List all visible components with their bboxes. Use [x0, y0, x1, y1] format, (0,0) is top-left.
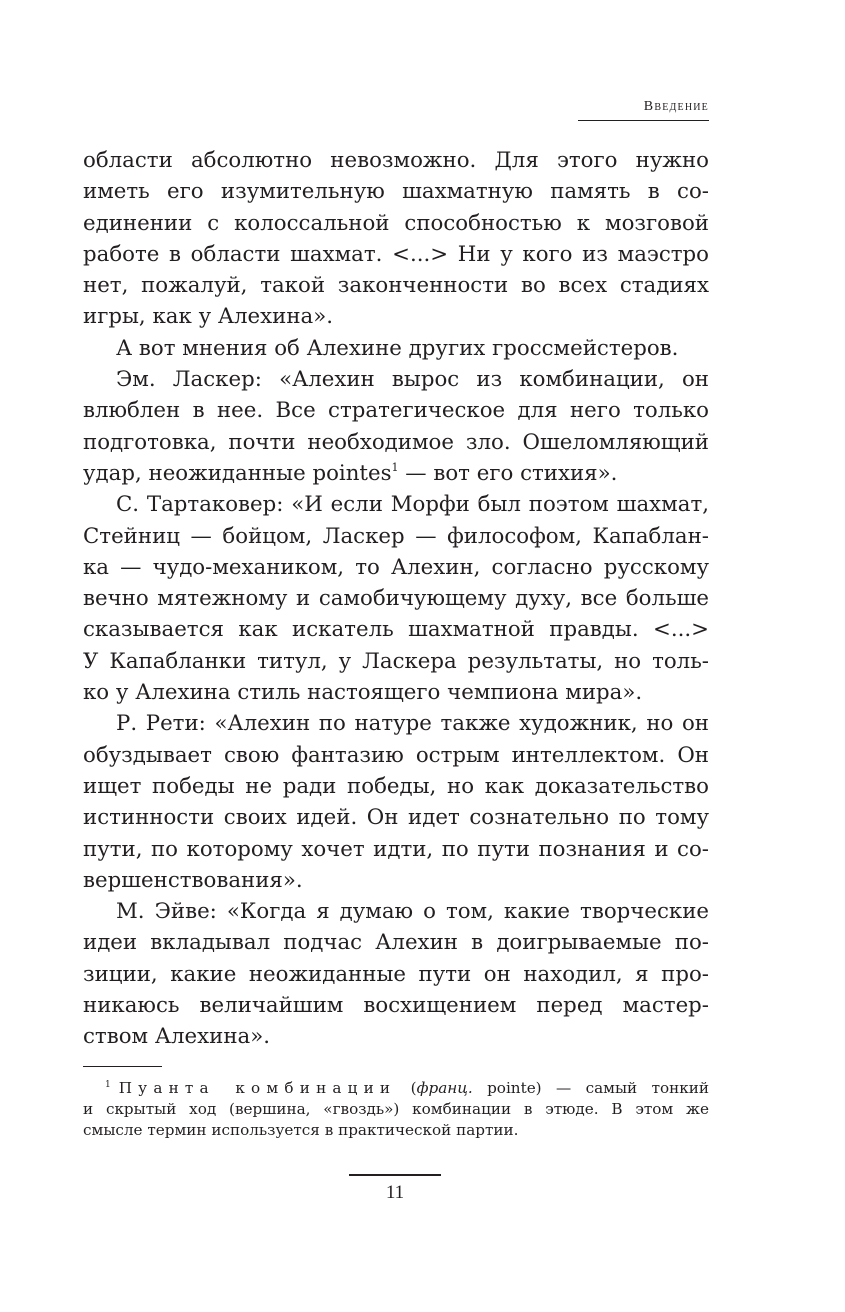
footnote-term: Пуанта комбинации: [118, 1079, 397, 1097]
body-text: [83, 145, 709, 1053]
paragraph-lasker: [83, 364, 709, 489]
text-line: А вот мнения об Алехине других гроссмейстеров.: [116, 335, 679, 361]
text-line: игры, как у Алехина».: [83, 304, 334, 330]
text-line: вершенствования».: [83, 867, 303, 893]
text-line: области абсолютно невозможно. Для этого нужно: [83, 148, 709, 173]
text-line: единении с колоссальной способностью к мозговой: [83, 210, 709, 236]
running-head: Введение: [643, 99, 709, 114]
text-line: Р. Рети: «Алехин по натуре также художник, но он: [116, 711, 709, 737]
footnote-line: смысле термин используется в практической партии.: [83, 1121, 519, 1139]
footnote-reference[interactable]: 1: [391, 460, 399, 474]
text-line: подготовка, почти необходимое зло. Ошеломляющий: [83, 429, 709, 455]
text-line: ко у Алехина стиль настоящего чемпиона мира».: [83, 680, 643, 706]
footnote-mark: 1: [105, 1080, 111, 1090]
text-line: С. Тартаковер: «И если Морфи был поэтом шахмат,: [116, 492, 709, 518]
text-line: идеи вкладывал подчас Алехин в доигрываемые по-: [83, 930, 709, 956]
text-line: Эм. Ласкер: «Алехин вырос из комбинации, он: [116, 367, 709, 393]
text-line: [83, 458, 709, 489]
text-line: У Капабланки титул, у Ласкера результаты, но толь-: [83, 648, 709, 674]
text-line: никаюсь величайшим восхищением перед мастер-: [83, 993, 709, 1019]
text-line: Стейниц — бойцом, Ласкер — философом, Капаблан-: [83, 523, 709, 549]
paragraph-euwe: [83, 896, 709, 1052]
paragraph-2: [83, 333, 709, 364]
footnote-line: [83, 1078, 709, 1099]
paragraph-reti: [83, 708, 709, 896]
text-line: влюблен в нее. Все стратегическое для него только: [83, 398, 709, 424]
text-line: иметь его изумительную шахматную память в со-: [83, 179, 709, 205]
text-line: пути, по которому хочет идти, по пути познания и со-: [83, 836, 709, 862]
text-line: ством Алехина».: [83, 1024, 271, 1050]
paragraph-1: [83, 145, 709, 333]
text-line: обуздывает свою фантазию острым интеллектом. Он: [83, 742, 709, 768]
text-line: зиции, какие неожиданные пути он находил, я про-: [83, 961, 709, 987]
paragraph-tartakower: [83, 489, 709, 708]
text-line: сказывается как искатель шахматной правды. <...>: [83, 617, 709, 643]
footnote-line: и скрытый ход (вершина, «гвоздь») комбинации в этюде. В этом же: [83, 1100, 709, 1118]
running-head-rule: [578, 120, 709, 121]
text-fragment: (: [396, 1079, 417, 1097]
page-number-rule: [349, 1174, 441, 1176]
text-line: истинности своих идей. Он идет сознательно по тому: [83, 805, 709, 831]
text-line: М. Эйве: «Когда я думаю о том, какие творческие: [116, 899, 709, 925]
text-line: вечно мятежному и самобичующему духу, все больше: [83, 586, 709, 612]
footnote-lang: франц.: [416, 1079, 473, 1097]
text-line: работе в области шахмат. <...> Ни у кого из маэстро: [83, 241, 709, 267]
footnote: [83, 1078, 709, 1141]
text-line: ка — чудо-механиком, то Алехин, согласно русскому: [83, 554, 709, 580]
footnote-rule: [83, 1066, 162, 1067]
text-fragment: удар, неожиданные pointes: [83, 460, 392, 486]
text-fragment: pointe) — самый тонкий: [472, 1079, 709, 1097]
text-line: нет, пожалуй, такой законченности во всех стадиях: [83, 273, 709, 299]
text-fragment: — вот его стихия».: [398, 460, 618, 486]
page-number: 11: [385, 1182, 405, 1203]
text-line: ищет победы не ради победы, но как доказательство: [83, 773, 709, 799]
